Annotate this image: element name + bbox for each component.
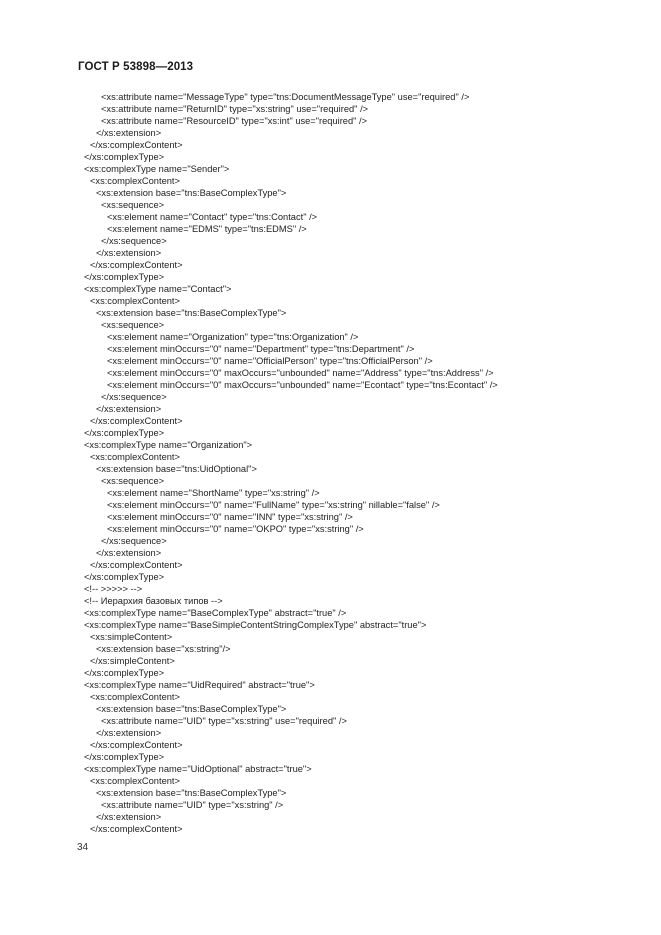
page-number: 34 (77, 842, 89, 853)
code-line: </xs:extension> (96, 548, 162, 558)
code-line: <xs:extension base="tns:BaseComplexType"> (96, 788, 287, 798)
code-line: <xs:complexContent> (90, 776, 180, 786)
code-line: <xs:complexType name="Contact"> (84, 284, 232, 294)
code-line: </xs:sequence> (101, 392, 167, 402)
code-line: <xs:extension base="tns:UidOptional"> (96, 464, 257, 474)
code-line: </xs:sequence> (101, 536, 167, 546)
code-line: <xs:complexContent> (90, 296, 180, 306)
code-line: <xs:attribute name="UID" type="xs:string" /> (101, 800, 284, 810)
code-line: <xs:element minOccurs="0" maxOccurs="unbounded" name="Address" type="tns:Address" /> (107, 368, 494, 378)
code-line: <xs:attribute name="MessageType" type="tns:DocumentMessageType" use="required" /> (101, 92, 470, 102)
code-line: </xs:complexType> (84, 272, 165, 282)
code-line: </xs:complexType> (84, 572, 165, 582)
code-line: </xs:sequence> (101, 236, 167, 246)
code-line: <xs:extension base="tns:BaseComplexType"> (96, 704, 287, 714)
xml-schema-code-listing (84, 91, 498, 835)
code-line: <xs:complexContent> (90, 176, 180, 186)
code-line: <xs:extension base="xs:string"/> (96, 644, 231, 654)
code-line: </xs:complexType> (84, 668, 165, 678)
code-line: </xs:extension> (96, 128, 162, 138)
code-line: <xs:element minOccurs="0" maxOccurs="unbounded" name="Econtact" type="tns:Econtact" /> (107, 380, 498, 390)
code-line: <xs:element minOccurs="0" name="FullName" type="xs:string" nillable="false" /> (107, 500, 440, 510)
code-line: <xs:attribute name="UID" type="xs:string" use="required" /> (101, 716, 347, 726)
code-line: <xs:element name="Contact" type="tns:Contact" /> (107, 212, 318, 222)
code-line: <xs:complexContent> (90, 692, 180, 702)
code-line: <xs:complexContent> (90, 452, 180, 462)
code-line: <xs:complexType name="BaseSimpleContentStringComplexType" abstract="true"> (84, 620, 427, 630)
code-line: <xs:element name="Organization" type="tns:Organization" /> (107, 332, 359, 342)
code-line: </xs:complexType> (84, 152, 165, 162)
code-line: </xs:complexType> (84, 428, 165, 438)
code-line: </xs:simpleContent> (90, 656, 175, 666)
code-line: <xs:extension base="tns:BaseComplexType"> (96, 188, 287, 198)
code-line: </xs:extension> (96, 812, 162, 822)
code-line: </xs:extension> (96, 728, 162, 738)
code-line: <xs:element name="ShortName" type="xs:string" /> (107, 488, 320, 498)
code-line: <xs:element minOccurs="0" name="OKPO" type="xs:string" /> (107, 524, 364, 534)
code-line: <xs:simpleContent> (90, 632, 173, 642)
code-line: </xs:extension> (96, 404, 162, 414)
code-line: <xs:sequence> (101, 200, 165, 210)
code-line: </xs:complexContent> (90, 416, 183, 426)
code-line: <xs:element name="EDMS" type="tns:EDMS" /> (107, 224, 307, 234)
code-line: <xs:complexType name="UidOptional" abstract="true"> (84, 764, 312, 774)
code-line: </xs:complexType> (84, 752, 165, 762)
code-line: <xs:attribute name="ResourceID" type="xs:int" use="required" /> (101, 116, 368, 126)
code-line: </xs:extension> (96, 248, 162, 258)
code-line: <xs:element minOccurs="0" name="INN" type="xs:string" /> (107, 512, 353, 522)
code-line: <xs:complexType name="Sender"> (84, 164, 230, 174)
code-line: <xs:sequence> (101, 476, 165, 486)
code-line: <xs:complexType name="BaseComplexType" abstract="true" /> (84, 608, 347, 618)
code-line: <xs:extension base="tns:BaseComplexType"> (96, 308, 287, 318)
document-header: ГОСТ Р 53898—2013 (78, 61, 194, 73)
code-line: </xs:complexContent> (90, 740, 183, 750)
code-line: <xs:element minOccurs="0" name="OfficialPerson" type="tns:OfficialPerson" /> (107, 356, 433, 366)
code-line: </xs:complexContent> (90, 560, 183, 570)
code-line: </xs:complexContent> (90, 824, 183, 834)
code-line: <xs:attribute name="ReturnID" type="xs:string" use="required" /> (101, 104, 369, 114)
code-line: <xs:sequence> (101, 320, 165, 330)
code-line: </xs:complexContent> (90, 260, 183, 270)
code-line: <xs:complexType name="UidRequired" abstract="true"> (84, 680, 315, 690)
code-line: <!-- Иерархия базовых типов --> (84, 596, 223, 606)
code-line: </xs:complexContent> (90, 140, 183, 150)
code-line: <!-- >>>>> --> (84, 584, 143, 594)
code-line: <xs:element minOccurs="0" name="Department" type="tns:Department" /> (107, 344, 415, 354)
code-line: <xs:complexType name="Organization"> (84, 440, 253, 450)
